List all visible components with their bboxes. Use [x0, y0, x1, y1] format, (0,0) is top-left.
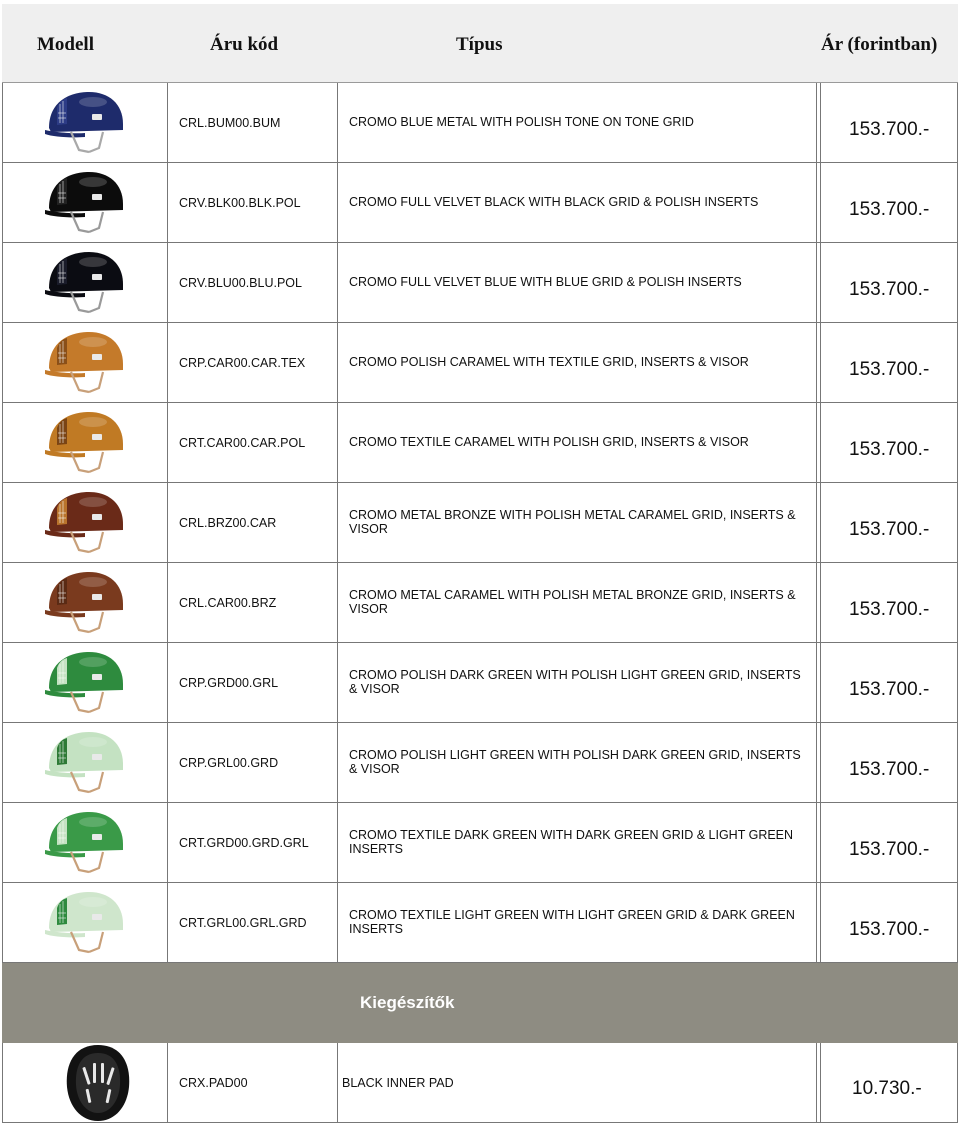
- product-code: CRT.CAR00.CAR.POL: [179, 436, 306, 450]
- column-divider: [167, 643, 168, 722]
- rows-row: [2, 83, 958, 163]
- column-divider: [816, 323, 817, 402]
- column-divider: [337, 243, 338, 322]
- column-divider: [167, 883, 168, 962]
- product-type: CROMO POLISH CARAMEL WITH TEXTILE GRID, INSERTS & VISOR: [349, 355, 749, 369]
- rows-row: [2, 243, 958, 323]
- column-divider: [816, 403, 817, 482]
- helmet-icon: [43, 488, 129, 558]
- column-divider: [167, 83, 168, 162]
- column-divider: [820, 563, 821, 642]
- product-price: 153.700.-: [849, 359, 930, 380]
- column-divider: [820, 403, 821, 482]
- column-divider: [820, 723, 821, 802]
- column-divider: [816, 563, 817, 642]
- column-divider: [337, 323, 338, 402]
- helmet-icon: [43, 808, 129, 878]
- helmet-icon: [43, 408, 129, 478]
- helmet-icon: [43, 248, 129, 318]
- column-divider: [167, 323, 168, 402]
- product-price: 153.700.-: [849, 439, 930, 460]
- rows-row: [2, 643, 958, 723]
- product-code: CRT.GRL00.GRL.GRD: [179, 916, 307, 930]
- product-price: 153.700.-: [849, 679, 930, 700]
- product-code: CRX.PAD00: [179, 1076, 248, 1090]
- column-divider: [167, 403, 168, 482]
- column-divider: [820, 243, 821, 322]
- product-type: CROMO METAL BRONZE WITH POLISH METAL CARAMEL GRID, INSERTS & VISOR: [349, 508, 796, 536]
- column-divider: [337, 163, 338, 242]
- product-code: CRP.GRD00.GRL: [179, 676, 279, 690]
- header-price: Ár (forintban): [821, 34, 938, 55]
- column-divider: [337, 403, 338, 482]
- product-price: 10.730.-: [852, 1078, 922, 1099]
- column-divider: [820, 83, 821, 162]
- product-type: CROMO POLISH LIGHT GREEN WITH POLISH DARK GREEN GRID, INSERTS & VISOR: [349, 748, 801, 776]
- inner-pad-icon: [55, 1043, 125, 1123]
- product-code: CRV.BLU00.BLU.POL: [179, 276, 302, 290]
- product-type: CROMO BLUE METAL WITH POLISH TONE ON TONE GRID: [349, 115, 694, 129]
- rows-row: [2, 883, 958, 963]
- column-divider: [167, 243, 168, 322]
- product-price: 153.700.-: [849, 839, 930, 860]
- product-type: BLACK INNER PAD: [342, 1076, 454, 1090]
- column-divider: [820, 883, 821, 962]
- product-type: CROMO TEXTILE DARK GREEN WITH DARK GREEN GRID & LIGHT GREEN INSERTS: [349, 828, 794, 856]
- helmet-icon: [43, 888, 129, 958]
- column-divider: [337, 1043, 338, 1122]
- product-price: 153.700.-: [849, 279, 930, 300]
- product-code: CRT.GRD00.GRD.GRL: [179, 836, 309, 850]
- product-code: CRL.BRZ00.CAR: [179, 516, 277, 530]
- column-divider: [816, 723, 817, 802]
- column-divider: [337, 803, 338, 882]
- helmet-icon: [43, 648, 129, 718]
- column-divider: [820, 163, 821, 242]
- product-price: 153.700.-: [849, 919, 930, 940]
- column-divider: [167, 483, 168, 562]
- product-price: 153.700.-: [849, 119, 930, 140]
- product-type: CROMO FULL VELVET BLACK WITH BLACK GRID & POLISH INSERTS: [349, 195, 759, 209]
- product-code: CRP.CAR00.CAR.TEX: [179, 356, 306, 370]
- accessories-row: [2, 1043, 958, 1123]
- helmet-icon: [43, 168, 129, 238]
- header-type: Típus: [456, 34, 503, 55]
- helmet-icon: [43, 568, 129, 638]
- column-divider: [337, 83, 338, 162]
- column-divider: [820, 1043, 821, 1122]
- column-divider: [167, 723, 168, 802]
- column-divider: [167, 803, 168, 882]
- rows-row: [2, 483, 958, 563]
- table-header: [2, 4, 958, 83]
- product-price: 153.700.-: [849, 199, 930, 220]
- section-title: Kiegészítők: [360, 993, 455, 1012]
- column-divider: [167, 563, 168, 642]
- product-price: 153.700.-: [849, 599, 930, 620]
- column-divider: [816, 883, 817, 962]
- product-type: CROMO FULL VELVET BLUE WITH BLUE GRID & POLISH INSERTS: [349, 275, 742, 289]
- column-divider: [820, 483, 821, 562]
- product-code: CRV.BLK00.BLK.POL: [179, 196, 301, 210]
- header-code: Áru kód: [210, 34, 279, 55]
- column-divider: [820, 803, 821, 882]
- product-type: CROMO METAL CARAMEL WITH POLISH METAL BRONZE GRID, INSERTS & VISOR: [349, 588, 796, 616]
- helmet-icon: [43, 88, 129, 158]
- product-price: 153.700.-: [849, 519, 930, 540]
- column-divider: [167, 1043, 168, 1122]
- column-divider: [816, 643, 817, 722]
- accessories-section-header: [2, 963, 958, 1043]
- column-divider: [816, 1043, 817, 1122]
- column-divider: [337, 563, 338, 642]
- column-divider: [816, 243, 817, 322]
- rows-row: [2, 323, 958, 403]
- rows-row: [2, 163, 958, 243]
- header-model: Modell: [37, 34, 94, 55]
- rows-row: [2, 723, 958, 803]
- column-divider: [820, 643, 821, 722]
- rows-row: [2, 803, 958, 883]
- rows-row: [2, 403, 958, 483]
- column-divider: [337, 643, 338, 722]
- helmet-icon: [43, 728, 129, 798]
- product-type: CROMO TEXTILE LIGHT GREEN WITH LIGHT GREEN GRID & DARK GREEN INSERTS: [349, 908, 795, 936]
- column-divider: [337, 483, 338, 562]
- product-code: CRL.CAR00.BRZ: [179, 596, 277, 610]
- helmet-icon: [43, 328, 129, 398]
- column-divider: [167, 163, 168, 242]
- column-divider: [816, 83, 817, 162]
- column-divider: [337, 883, 338, 962]
- column-divider: [820, 323, 821, 402]
- product-code: CRL.BUM00.BUM: [179, 116, 281, 130]
- product-price: 153.700.-: [849, 759, 930, 780]
- column-divider: [816, 803, 817, 882]
- column-divider: [337, 723, 338, 802]
- product-code: CRP.GRL00.GRD: [179, 756, 279, 770]
- product-type: CROMO POLISH DARK GREEN WITH POLISH LIGHT GREEN GRID, INSERTS & VISOR: [349, 668, 801, 696]
- rows-row: [2, 563, 958, 643]
- product-type: CROMO TEXTILE CARAMEL WITH POLISH GRID, INSERTS & VISOR: [349, 435, 749, 449]
- column-divider: [816, 483, 817, 562]
- column-divider: [816, 163, 817, 242]
